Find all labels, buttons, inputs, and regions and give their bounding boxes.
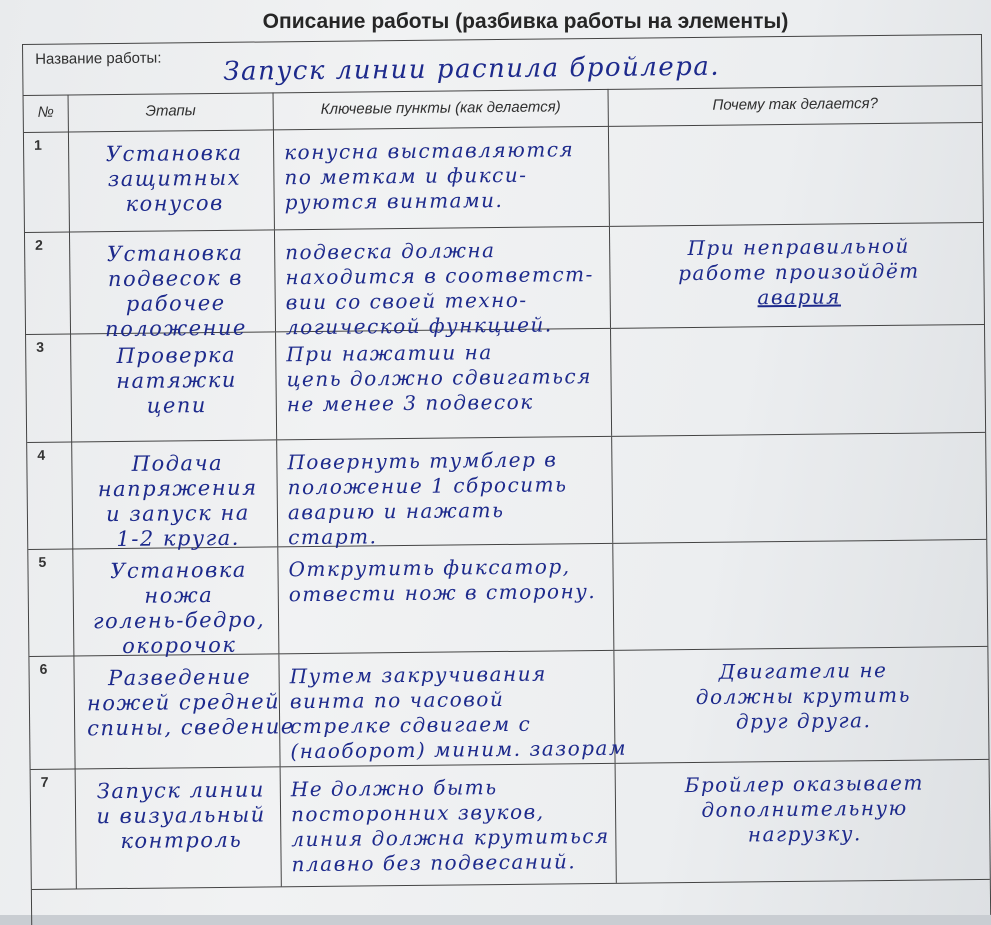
key-point-text-line: стрелке сдвигаем с: [290, 711, 532, 739]
key-points-cell: [275, 227, 611, 340]
key-point-text-line: конусна выставляются: [284, 137, 575, 165]
key-point-text-line: аварию и нажать: [287, 497, 505, 525]
key-point-text-line: положение 1 сбросить: [287, 472, 568, 500]
stage-text-line: 1-2 круга.: [116, 525, 241, 552]
table-row: [29, 647, 988, 770]
stage-text-line: контроль: [120, 827, 243, 854]
key-point-text-line: Открутить фиксатор,: [288, 554, 571, 582]
key-points-cell: [279, 651, 628, 767]
key-point-text-line: находится в соответст-: [285, 262, 594, 290]
why-text-line: нагрузку.: [747, 821, 862, 847]
row-number-cell: [24, 133, 70, 232]
key-point-text-line: (наоборот) миним. зазорам: [290, 735, 628, 764]
key-point-text-line: цепь должно сдвигаться: [286, 364, 593, 392]
stage-text-line: голень-бедро,: [92, 607, 266, 634]
key-points-cell: [276, 329, 612, 440]
key-points-cell: [281, 764, 617, 887]
why-cell: [616, 760, 990, 883]
stage-text-line: и визуальный: [96, 802, 266, 829]
table-row: [28, 540, 987, 657]
row-number: 1: [33, 136, 42, 153]
stage-text-line: Установка: [105, 140, 243, 167]
key-points-cell: [277, 437, 613, 550]
table-row: [26, 325, 985, 443]
stage-text-line: рабочее: [125, 290, 226, 316]
table-row: [31, 760, 990, 890]
stage-text-line: конусов: [125, 190, 224, 216]
header-stages: Этапы: [69, 92, 274, 132]
stage-text-line: натяжки: [116, 367, 237, 394]
header-key-points: Ключевые пункты (как делается): [274, 89, 609, 131]
row-number: 3: [36, 338, 45, 355]
stage-text-line: спины, сведение: [87, 714, 295, 741]
key-point-text-line: При нажатии на: [286, 340, 493, 367]
why-text-line: работе произойдёт: [678, 258, 920, 286]
stage-text-line: и запуск на: [105, 500, 250, 527]
why-text-line: авария: [757, 284, 842, 310]
why-text-line: Двигатели не: [718, 657, 888, 684]
key-point-text-line: отвести нож в сторону.: [288, 579, 597, 607]
row-number-cell: [29, 656, 75, 768]
stage-cell: [70, 230, 276, 342]
key-point-text-line: логической функцией.: [285, 312, 553, 340]
why-text-line: друг друга.: [735, 708, 872, 734]
stage-text-line: положение: [104, 315, 247, 342]
why-text-line: должны крутить: [695, 682, 912, 709]
stage-text-line: окорочок: [122, 632, 237, 658]
why-cell: [611, 325, 985, 436]
document-title: Описание работы (разбивка работы на элементы): [262, 10, 789, 33]
stage-text-line: ножа: [144, 583, 214, 608]
why-text-line: Бройлер оказывает: [684, 770, 924, 798]
key-point-text-line: Не должно быть: [290, 775, 498, 802]
stage-text-line: напряжения: [97, 475, 258, 502]
key-point-text-line: руются винтами.: [284, 187, 504, 215]
stage-text-line: подвесок в: [107, 265, 244, 292]
why-cell: [610, 223, 984, 328]
stage-text-line: Установка: [106, 240, 244, 267]
key-point-text-line: старт.: [288, 524, 378, 550]
header-why: Почему так делается?: [609, 85, 982, 127]
row-number-cell: [27, 442, 73, 548]
why-text-line: При неправильной: [687, 233, 910, 261]
stage-cell: [72, 440, 278, 552]
work-name-value: Запуск линии распила бройлера.: [223, 51, 721, 87]
key-point-text-line: не менее 3 подвесок: [286, 389, 534, 417]
table-row: [25, 223, 984, 342]
why-cell: [613, 540, 987, 650]
stage-cell: [71, 332, 277, 441]
key-point-text-line: линия должна крутиться: [291, 823, 610, 852]
row-number-cell: [26, 335, 72, 442]
table-row: [27, 433, 986, 550]
key-points-cell: [278, 544, 614, 654]
stage-cell: [74, 654, 295, 768]
why-text-line: дополнительную: [701, 795, 908, 822]
why-cell: [614, 647, 988, 763]
stage-text-line: Запуск линии: [96, 777, 265, 804]
row-number-cell: [31, 769, 77, 888]
row-number-cell: [25, 233, 71, 334]
key-point-text-line: подвеска должна: [285, 238, 496, 265]
row-number: 7: [40, 773, 49, 790]
header-num: №: [24, 95, 69, 133]
stage-cell: [69, 130, 275, 231]
stage-text-line: защитных: [107, 165, 242, 192]
key-point-text-line: вии со своей техно-: [285, 287, 528, 315]
stage-cell: [76, 767, 282, 888]
row-number: 6: [39, 660, 48, 677]
key-point-text-line: Путем закручивания: [289, 661, 547, 689]
row-number: 5: [38, 553, 47, 570]
key-point-text-line: плавно без подвесаний.: [291, 849, 577, 877]
key-point-text-line: по меткам и фикси-: [284, 162, 528, 190]
key-point-text-line: посторонних звуков,: [290, 799, 545, 827]
key-point-text-line: винта по часовой: [289, 686, 505, 714]
row-number-cell: [28, 549, 74, 655]
row-number: 4: [37, 446, 46, 463]
stage-text-line: Подача: [131, 450, 224, 476]
stage-text-line: Разведение: [107, 664, 252, 691]
key-point-text-line: Повернуть тумблер в: [287, 447, 558, 475]
stage-text-line: ножей средней: [86, 689, 281, 716]
stage-cell: [73, 547, 279, 658]
why-cell: [612, 433, 986, 543]
key-points-cell: [274, 127, 610, 230]
work-description-form: [22, 34, 991, 925]
why-cell: [609, 123, 983, 226]
stage-text-line: цепи: [146, 393, 207, 418]
table-row: [24, 123, 983, 233]
work-name-label: Название работы:: [35, 49, 162, 68]
stage-text-line: Проверка: [116, 342, 237, 369]
stage-text-line: Установка: [110, 557, 247, 584]
row-number: 2: [35, 236, 43, 253]
